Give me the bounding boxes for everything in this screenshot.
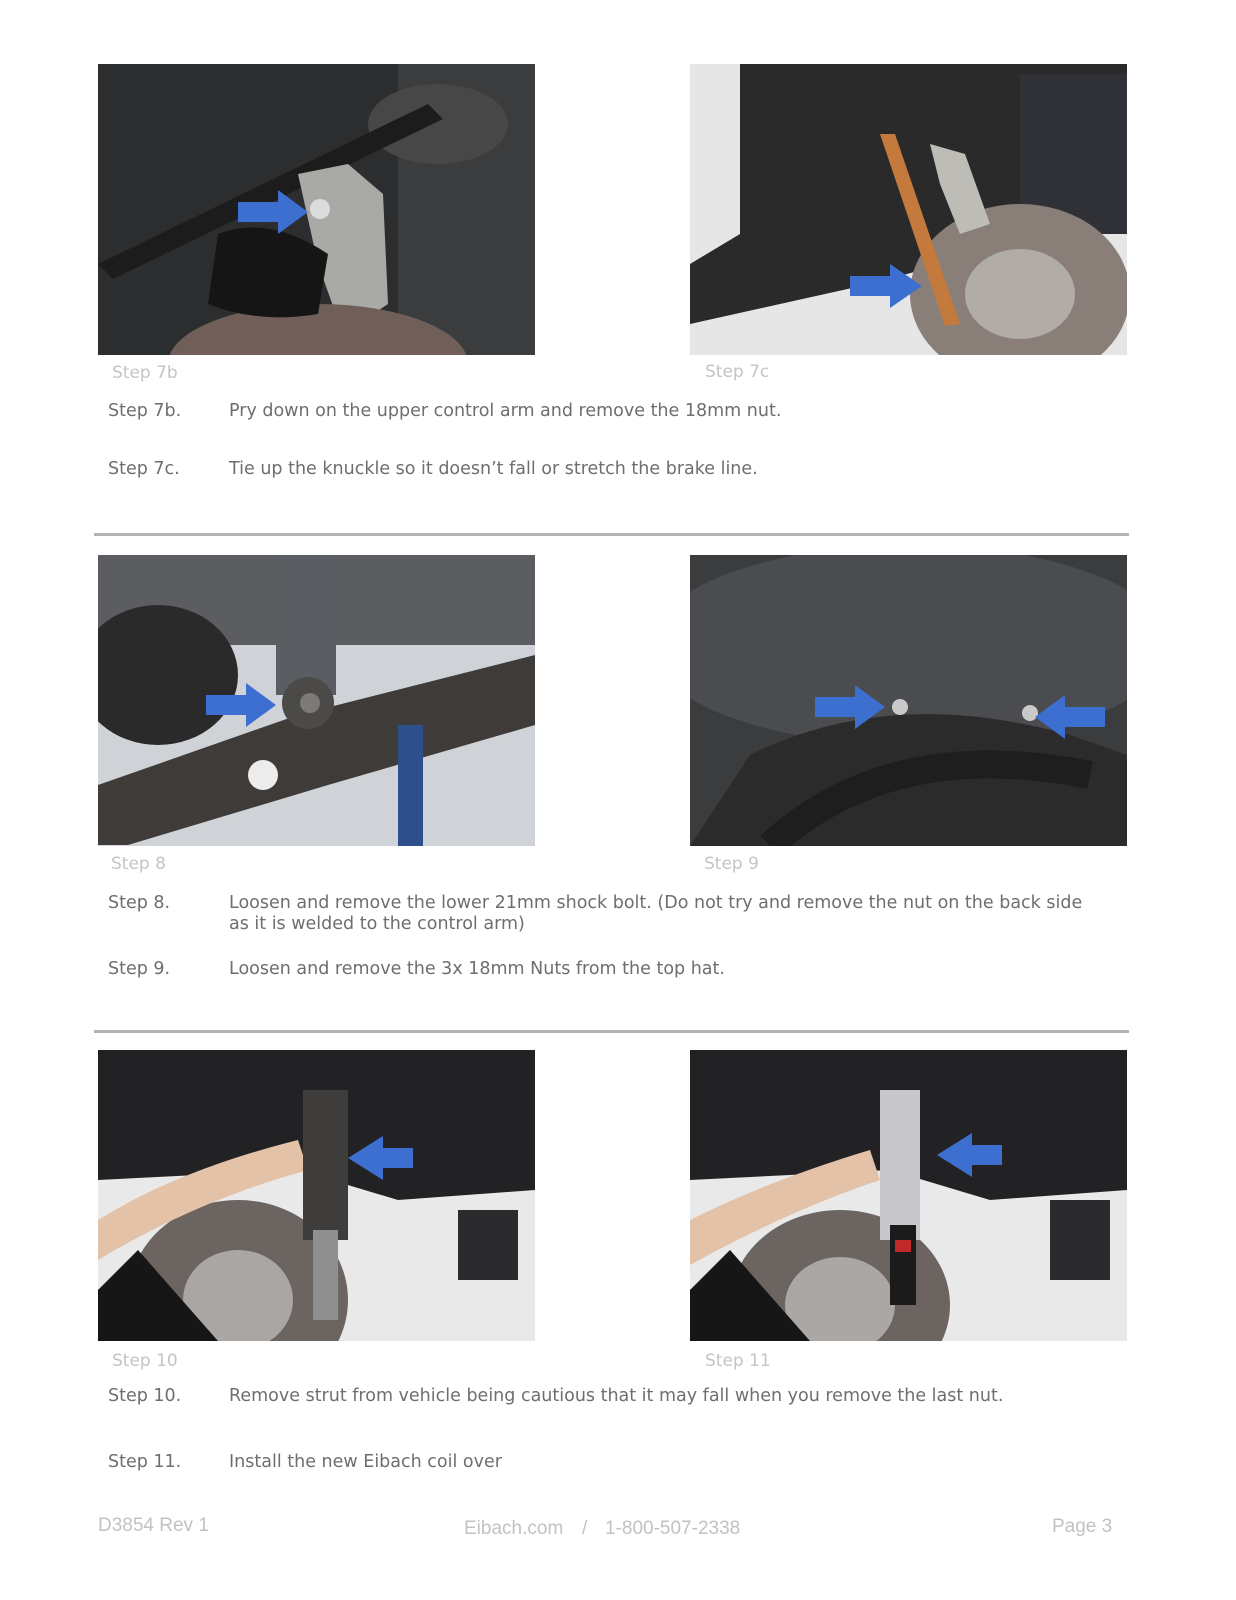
step-11-label: Step 11.: [108, 1452, 182, 1472]
caption-step-9: Step 9: [704, 854, 759, 874]
caption-step-8: Step 8: [111, 854, 166, 874]
photo-step-8: [98, 555, 535, 846]
section-divider: [94, 533, 1129, 536]
step-8-label: Step 8.: [108, 893, 171, 913]
caption-step-11: Step 11: [705, 1351, 771, 1371]
step-7b-text: Pry down on the upper control arm and remove the 18mm nut.: [229, 401, 782, 421]
step-9-label: Step 9.: [108, 959, 171, 979]
step-11-text: Install the new Eibach coil over: [229, 1452, 502, 1472]
step-10-text: Remove strut from vehicle being cautious that it may fall when you remove the last nut.: [229, 1386, 1004, 1406]
footer-website[interactable]: Eibach.com: [464, 1518, 564, 1539]
photo-step-10: [98, 1050, 535, 1341]
caption-step-7c: Step 7c: [705, 362, 770, 382]
caption-step-10: Step 10: [112, 1351, 178, 1371]
footer-doc-id: D3854 Rev 1: [98, 1515, 209, 1536]
step-8-text: Loosen and remove the lower 21mm shock bolt. (Do not try and remove the nut on the back side as it is welded to the control arm): [229, 893, 1083, 934]
step-7c-label: Step 7c.: [108, 459, 180, 479]
step-10-label: Step 10.: [108, 1386, 182, 1406]
photo-step-9: [690, 555, 1127, 846]
photo-step-7c: [690, 64, 1127, 355]
section-divider: [94, 1030, 1129, 1033]
caption-step-7b: Step 7b: [112, 363, 178, 383]
step-7c-text: Tie up the knuckle so it doesn’t fall or stretch the brake line.: [229, 459, 758, 479]
footer-page-number: Page 3: [1052, 1516, 1113, 1537]
footer-phone[interactable]: 1-800-507-2338: [605, 1518, 741, 1539]
step-7b-label: Step 7b.: [108, 401, 182, 421]
step-9-text: Loosen and remove the 3x 18mm Nuts from the top hat.: [229, 959, 725, 979]
photo-step-7b: [98, 64, 535, 355]
footer-separator: /: [582, 1518, 588, 1539]
photo-step-11: [690, 1050, 1127, 1341]
